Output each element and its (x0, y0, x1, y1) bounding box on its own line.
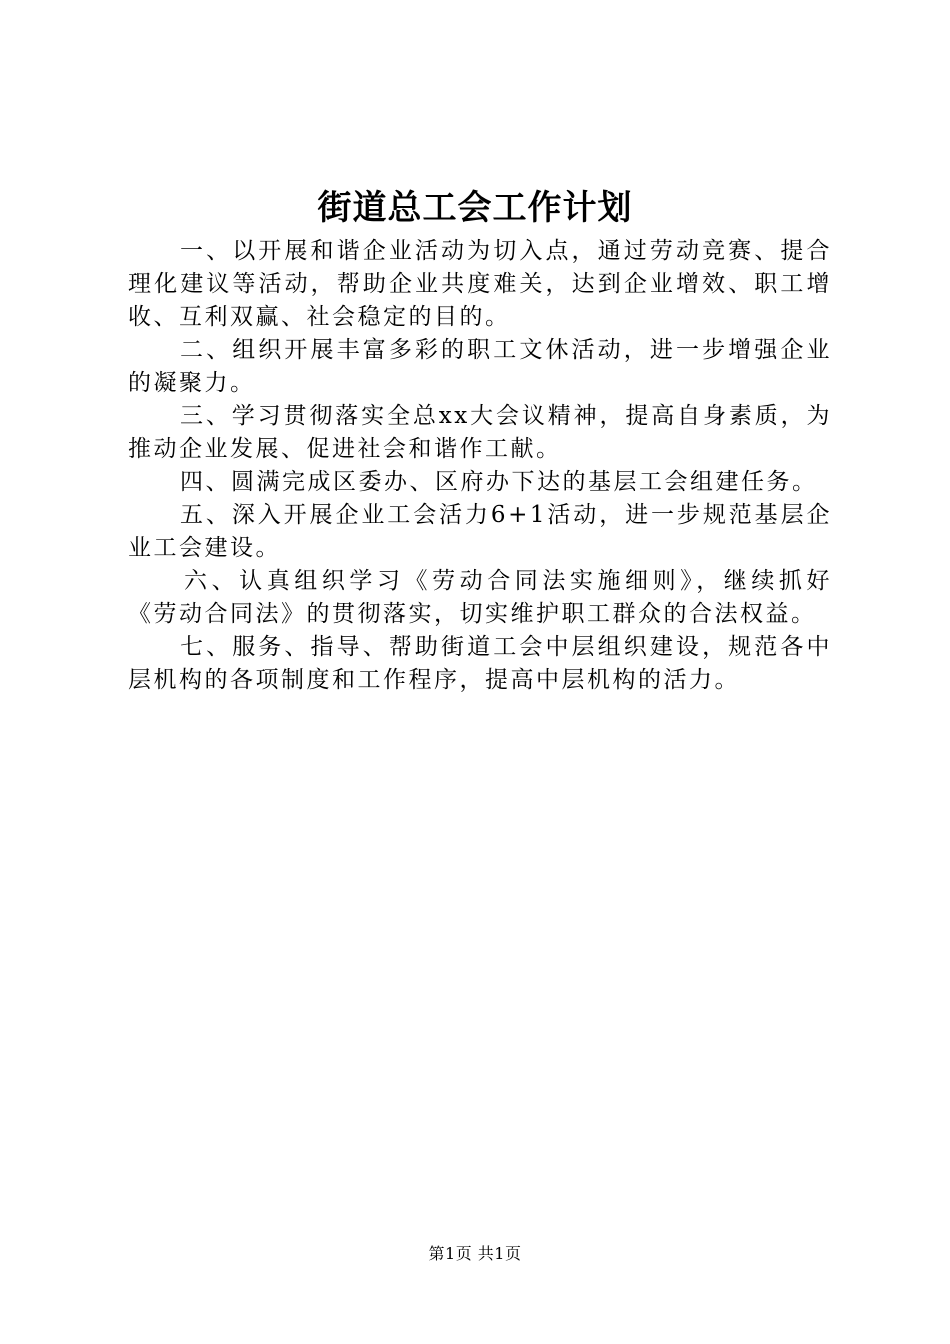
paragraph-6: 六、认真组织学习《劳动合同法实施细则》，继续抓好《劳动合同法》的贯彻落实，切实维护职工群众的合法权益。 (128, 568, 832, 627)
paragraph-2: 二、组织开展丰富多彩的职工文休活动，进一步增强企业的凝聚力。 (128, 337, 832, 396)
paragraph-5: 五、深入开展企业工会活力6+1活动，进一步规范基层企业工会建设。 (128, 502, 832, 561)
page-number-footer: 第1页 共1页 (428, 1244, 522, 1263)
paragraph-1: 一、以开展和谐企业活动为切入点，通过劳动竞赛、提合理化建议等活动，帮助企业共度难关，达到企业增效、职工增收、互利双赢、社会稳定的目的。 (128, 238, 832, 330)
paragraph-7: 七、服务、指导、帮助街道工会中层组织建设，规范各中层机构的各项制度和工作程序，提高中层机构的活力。 (128, 634, 832, 693)
paragraph-4: 四、圆满完成区委办、区府办下达的基层工会组建任务。 (180, 469, 818, 495)
document-body (128, 235, 832, 697)
paragraph-3: 三、学习贯彻落实全总xx大会议精神，提高自身素质，为推动企业发展、促进社会和谐作工献。 (128, 403, 832, 462)
document-title: 街道总工会工作计划 (317, 188, 633, 228)
